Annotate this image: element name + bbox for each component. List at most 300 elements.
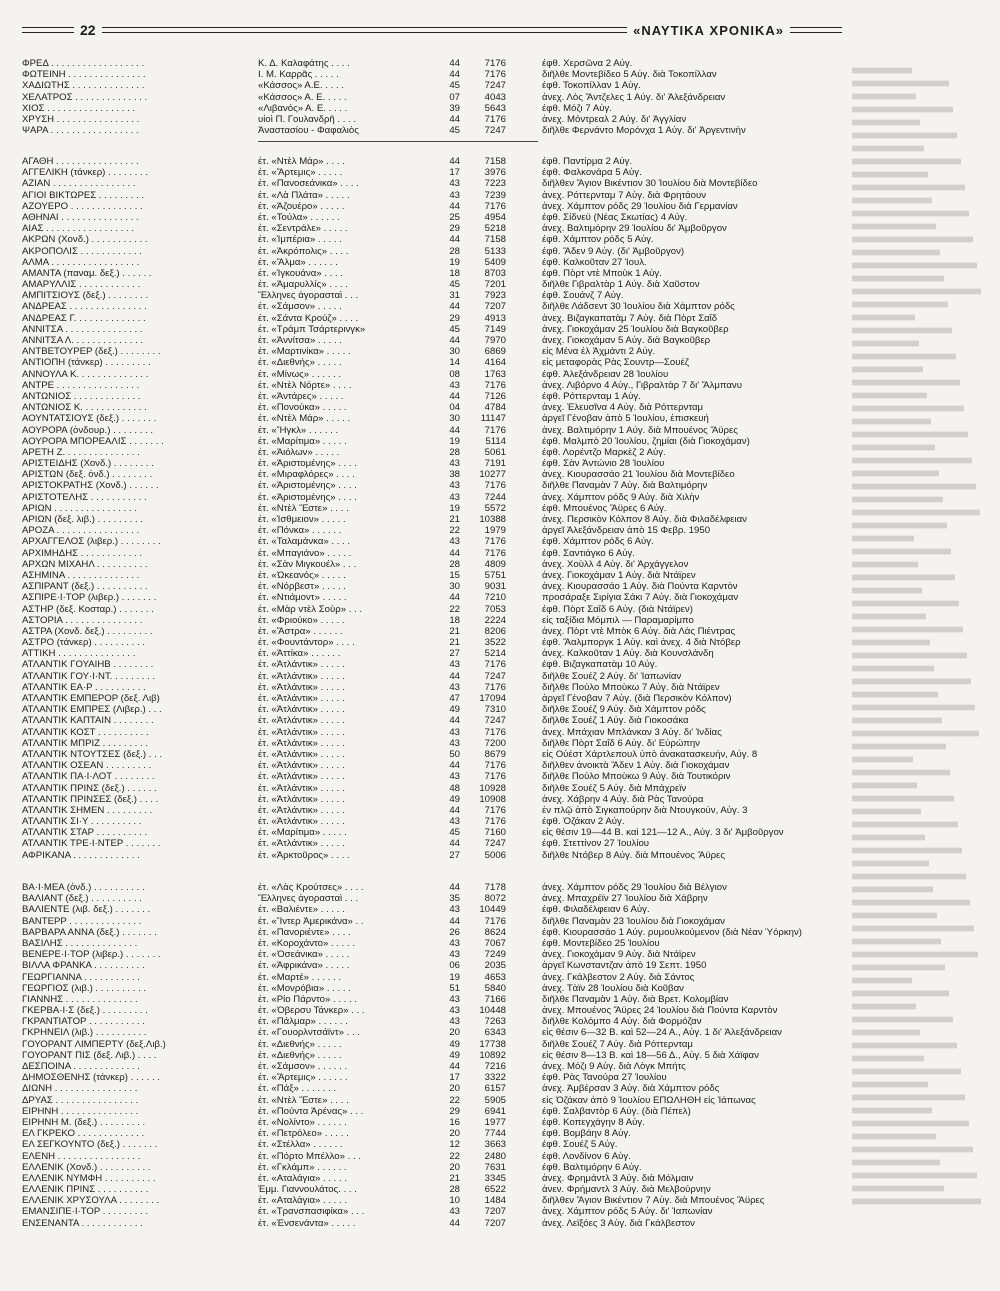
- bleed-through-line: [852, 1082, 928, 1088]
- ship-row: [22, 972, 852, 983]
- agent: ἐτ. «Ἀντάρες» . . . . .: [258, 390, 344, 402]
- voyage-remark: ἀνεχ. Μπαχρέϊν 27 Ἰουλίου διὰ Χάβρην: [542, 893, 708, 905]
- ship-name: ΑΤΛΑΝΤΙΚ ΝΤΟΥΤΣΕΣ (δεξ.) . . .: [22, 748, 163, 760]
- agent: ἐτ. «Ἰσθμειον» . . . . .: [258, 514, 346, 525]
- build-year: 43: [449, 379, 460, 391]
- voyage-remark: εἰς θέσιν 19—44 Β. καὶ 121—12 Α., Αὐγ. 3 δι' Ἀμβοῦργον: [542, 827, 784, 839]
- voyage-remark: ἀνεχ. Πὸρτ ντὲ Μπὸκ 6 Αὐγ. διὰ Λὰς Πιέντρας: [542, 625, 736, 637]
- tonnage: 17738: [479, 1038, 506, 1050]
- agent: ἐτ. «Μαρτέ» . . . . . .: [258, 971, 341, 983]
- tonnage: 5061: [484, 446, 506, 458]
- voyage-remark: διῆλθε Σουέζ 7 Αὐγ. διὰ Ρόττερνταμ: [542, 1038, 693, 1050]
- agent: ἐτ. «Ἀτλάντικ» . . . . .: [258, 782, 345, 794]
- agent: ἐτ. «Ταλαμάνκα» . . . .: [258, 536, 351, 548]
- ship-name: ΔΙΩΝΗ . . . . . . . . . . . . . . . .: [22, 1083, 138, 1095]
- bleed-through-line: [852, 523, 947, 529]
- agent: ἐτ. «Μιραφλόρες» . . . .: [258, 469, 355, 481]
- build-year: 19: [449, 971, 460, 983]
- agent: ἐτ. «Ἀτλάντικ» . . . . .: [258, 760, 345, 772]
- ship-name: ΑΤΛΑΝΤΙΚ ΚΑΠΤΑΙΝ . . . . . . . .: [22, 715, 154, 727]
- ship-name: ΑΤΛΑΝΤΙΚ ΠΡΙΝΣΕΣ (δεξ.) . . . .: [22, 793, 159, 805]
- ship-name: ΑΦΡΙΚΑΝΑ . . . . . . . . . . . . .: [22, 849, 140, 861]
- build-year: 45: [449, 80, 460, 92]
- build-year: 45: [449, 827, 460, 839]
- build-year: 43: [449, 737, 460, 749]
- tonnage: 7247: [484, 125, 506, 137]
- build-year: 29: [449, 312, 460, 324]
- tonnage: 7067: [484, 937, 506, 949]
- ship-row: [22, 1162, 852, 1173]
- bleed-through-line: [852, 172, 928, 178]
- voyage-remark: διῆλθε Πὸρτ Σαΐδ 6 Αὐγ. δι' Εὐρώπην: [542, 737, 700, 749]
- ship-row: [22, 838, 852, 849]
- ship-name: ΑΤΛΑΝΤΙΚ ΠΡΙΝΣ (δεξ.) . . . . . .: [22, 782, 157, 794]
- agent: ἐτ. «Τρανσπασιφίκα» . . .: [258, 1206, 365, 1218]
- ship-row: [22, 492, 852, 503]
- build-year: 21: [449, 1172, 460, 1184]
- tonnage: 7166: [484, 993, 506, 1005]
- ship-row: [22, 615, 852, 626]
- agent: ἐτ. «Σάμσον» . . . . . .: [258, 1061, 348, 1072]
- build-year: 26: [449, 926, 460, 938]
- ship-name: ΑΝΔΡΕΑΣ . . . . . . . . . . . . . . .: [22, 301, 147, 313]
- build-year: 43: [449, 178, 460, 190]
- voyage-remark: έφθ. Ἀλεξάνδρειαν 28 Ἰουλίου: [542, 368, 669, 380]
- ship-name: ΑΖΙΑΝ . . . . . . . . . . . . . . . .: [22, 178, 136, 190]
- build-year: 29: [449, 1105, 460, 1117]
- ship-row: [22, 626, 852, 637]
- bleed-through-line: [852, 549, 951, 555]
- agent: ἐτ. «Πανοσεάνικα» . . . .: [258, 178, 359, 190]
- agent: ἐτ. «Πόνκα» . . . . . .: [258, 525, 342, 537]
- tonnage: 7176: [484, 816, 506, 828]
- agent: «Λιβανός» Α. Ε. . . . .: [258, 102, 348, 114]
- tonnage: 7191: [484, 458, 506, 470]
- voyage-remark: έφθ. Ρὰς Τανούρα 27 Ἰουλίου: [542, 1072, 667, 1084]
- voyage-remark: ἀνεχ. Μόντρεαλ 2 Αὐγ. δι' Ἀγγλίαν: [542, 113, 687, 125]
- tonnage: 7247: [484, 670, 506, 682]
- build-year: 17: [449, 1072, 460, 1084]
- build-year: 27: [449, 849, 460, 861]
- tonnage: 5572: [484, 502, 506, 514]
- bleed-through-line: [852, 536, 914, 542]
- build-year: 20: [449, 1083, 460, 1095]
- ship-row: [22, 514, 852, 525]
- agent: ἐτ. «Τούλα» . . . . . .: [258, 211, 340, 223]
- ship-row: [22, 167, 852, 178]
- bleed-through-line: [852, 874, 966, 880]
- agent: ἐτ. «Ἀτλάντικ» . . . . .: [258, 659, 345, 671]
- ship-name: ΑΡΙΣΤΟΚΡΑΤΗΣ (Χονδ.) . . . . . .: [22, 480, 159, 492]
- agent: «Κάσσος» Α.Ε. . . . .: [258, 80, 344, 92]
- build-year: 43: [449, 904, 460, 916]
- ship-row: [22, 1139, 852, 1150]
- bleed-through-line: [852, 1108, 932, 1114]
- agent: ἐτ. «Ὁβερσυ Τάνκερ» . . .: [258, 1005, 365, 1017]
- voyage-remark: ἀνεχ. Χάβρην 4 Αὐγ. διὰ Ρὰς Τανούρα: [542, 793, 704, 805]
- build-year: 44: [449, 390, 460, 402]
- bleed-through-line: [852, 211, 969, 217]
- agent: ἐτ. «Αταλάγια» . . . . .: [258, 1195, 347, 1207]
- build-year: 43: [449, 681, 460, 693]
- build-year: 44: [449, 234, 460, 246]
- voyage-remark: έφθ. Κιουρασσάο 1 Αὐγ. ρυμουλκούμενον (διὰ Νέαν Ὑόρκην): [542, 926, 803, 938]
- agent: ἐτ. «Ἀτλάντικ» . . . . .: [258, 816, 345, 828]
- bleed-through-line: [852, 666, 934, 672]
- voyage-remark: εἰς ταξίδια Μόμπιλ — Παραμαρίμπο: [542, 614, 694, 626]
- voyage-remark: έφθ. Ὀζάκαν 2 Αὐγ.: [542, 816, 625, 828]
- voyage-remark: ἀργεῖ Γένοβαν 7 Αὐγ. (διὰ Περσικὸν Κόλπον): [542, 693, 732, 704]
- agent: ἐτ. «Ἀτλάντικ» . . . . .: [258, 804, 345, 816]
- build-year: 30: [449, 413, 460, 425]
- agent: ἐτ. «Πάξ» . . . . . . .: [258, 1083, 337, 1095]
- bleed-through-line: [852, 276, 944, 282]
- ship-name: ΓΙΑΝΝΗΣ . . . . . . . . . . . . . .: [22, 993, 138, 1005]
- tonnage: 7176: [484, 771, 506, 783]
- voyage-remark: ἐν πλῷ ἀπὸ Σιγκαπούρην διὰ Ντουγκούν, Αὐγ. 3: [542, 804, 748, 816]
- build-year: 22: [449, 1150, 460, 1162]
- ship-name: ΨΑΡΑ . . . . . . . . . . . . . . . . .: [22, 125, 139, 137]
- ship-name: ΑΣΤΡΑ (Χονδ. δεξ.) . . . . . . . . .: [22, 625, 153, 637]
- voyage-remark: έφθ. Χάμπτον ρόδς 6 Αὐγ.: [542, 536, 654, 548]
- ship-name: ΑΟΥΡΟΡΑ (ὁνδουρ.) . . . . . . . .: [22, 424, 154, 436]
- agent: ἐτ. «Ἀτλάντικ» . . . . .: [258, 715, 345, 727]
- agent: ἐτ. «Ἀριστομένης» . . . .: [258, 491, 357, 503]
- ship-section-x-psi: [22, 58, 852, 136]
- ship-row: [22, 178, 852, 189]
- agent: ἐτ. «Μαρίτιμα» . . . . .: [258, 827, 347, 839]
- build-year: 08: [449, 368, 460, 380]
- ship-row: [22, 1206, 852, 1217]
- ship-row: [22, 1072, 852, 1083]
- voyage-remark: ἀνεχ. Γιοκοχάμαν 1 Αὐγ. διὰ Ντάϊρεν: [542, 569, 696, 581]
- agent: ἐτ. «Ἐνσενάντα» . . . . .: [258, 1217, 356, 1229]
- bleed-through-line: [852, 107, 953, 113]
- build-year: 20: [449, 1161, 460, 1173]
- voyage-remark: διῆλθε Πούλο Μποὺκω 9 Αὐγ. διὰ Τουτικόριν: [542, 771, 731, 783]
- ship-row: [22, 1151, 852, 1162]
- ship-row: [22, 715, 852, 726]
- ship-row: [22, 234, 852, 245]
- bleed-through-line: [852, 887, 933, 893]
- bleed-through-line: [852, 796, 954, 802]
- build-year: 44: [449, 58, 460, 69]
- voyage-remark: ἀργεῖ Γένοβαν ἀπὸ 5 Ἰουλίου, ἐπισκευή: [542, 413, 709, 425]
- build-year: 29: [449, 223, 460, 235]
- voyage-remark: ἀνεν. Φρήμαντλ 3 Αὐγ. διὰ Μελβούρνην: [542, 1184, 711, 1196]
- build-year: 43: [449, 726, 460, 738]
- ship-row: [22, 212, 852, 223]
- ship-row: [22, 927, 852, 938]
- ship-name: ΕΛΛΕΝΙΚ (Χονδ.) . . . . . . . . . .: [22, 1161, 151, 1173]
- tonnage: 7176: [484, 804, 506, 816]
- tonnage: 2224: [484, 614, 506, 626]
- tonnage: 11147: [480, 413, 506, 425]
- bleed-through-line: [852, 705, 975, 711]
- bleed-through-line: [852, 692, 938, 698]
- ship-row: [22, 983, 852, 994]
- build-year: 43: [449, 536, 460, 548]
- ship-name: ΒΑΝΤΕΡΡ . . . . . . . . . . . . . .: [22, 915, 142, 927]
- build-year: 44: [449, 804, 460, 816]
- ship-name: ΓΟΥΟΡΑΝΤ ΛΙΜΠΕΡΤΥ (δεξ.Λιβ.): [22, 1038, 166, 1050]
- voyage-remark: έφθ. Σουάνζ 7 Αὐγ.: [542, 290, 624, 302]
- ship-row: [22, 581, 852, 592]
- ship-row: [22, 916, 852, 927]
- ship-row: [22, 380, 852, 391]
- ship-name: ΒΑΣΙΛΗΣ . . . . . . . . . . . . . .: [22, 937, 138, 949]
- ship-name: ΕΛ ΓΚΡΕΚΟ . . . . . . . . . . . . .: [22, 1128, 145, 1140]
- bleed-through-line: [852, 1186, 944, 1192]
- tonnage: 7053: [484, 603, 506, 615]
- voyage-remark: εἰς θέσιν 8—13 Β. καὶ 18—56 Δ., Αὐγ. 5 διὰ Χάϊφαν: [542, 1049, 759, 1061]
- bleed-through-line: [852, 1030, 920, 1036]
- ship-row: [22, 156, 852, 167]
- voyage-remark: ἀνεχ. Γιοκοχάμαν 5 Αὐγ. διὰ Βαγκοῦβερ: [542, 335, 711, 346]
- voyage-remark: ἀνεχ. Βαλτιμόρην 1 Αὐγ. διὰ Μπουένος Ἄϋρες: [542, 424, 738, 436]
- ship-name: ΑΛΜΑ . . . . . . . . . . . . . . . . .: [22, 256, 140, 268]
- agent: Ἕλληνες ἀγορασταὶ . . .: [258, 893, 359, 905]
- ship-row: [22, 749, 852, 760]
- voyage-remark: ἀνεχ. Μόζι 9 Αὐγ. διὰ Λὸγκ Μπήτς: [542, 1061, 686, 1072]
- tonnage: 1977: [484, 1116, 506, 1128]
- build-year: 22: [449, 525, 460, 537]
- build-year: 44: [449, 670, 460, 682]
- agent: ἐτ. «Ὀσεάνικα» . . . . .: [258, 949, 350, 961]
- agent: ἐτ. «Πόρτο Μπέλλο» . . .: [258, 1150, 361, 1162]
- bleed-through-line: [852, 965, 945, 971]
- voyage-remark: διῆλθε Παναμὰν 23 Ἰουλίου διὰ Γιοκοχάμαν: [542, 915, 725, 927]
- voyage-remark: διῆλθε Μοντεβίδεο 5 Αὐγ. διὰ Τοκοπίλλαν: [542, 69, 717, 81]
- tonnage: 7176: [484, 58, 506, 69]
- ship-name: ΒΑΛΙΕΝΤΕ (λιβ. δεξ.) . . . . . . .: [22, 904, 151, 916]
- agent: ἐτ. «Ντιάμοντ» . . . . .: [258, 592, 347, 604]
- ship-name: ΑΣΠΙΡΑΝΤ (δεξ.) . . . . . . . . . .: [22, 581, 148, 593]
- ship-name: ΕΛΛΕΝΙΚ ΝΥΜΦΗ . . . . . . . . . .: [22, 1172, 156, 1184]
- voyage-remark: ἀνεχ. Χάμπτον ρόδς 9 Αὐγ. διὰ Χιλὴν: [542, 491, 700, 503]
- agent: ἐτ. «Νολίντο» . . . . . .: [258, 1116, 347, 1128]
- bleed-through-line: [852, 328, 952, 334]
- ship-row: [22, 559, 852, 570]
- ship-name: ΒΑ·Ι·ΜΕΑ (ὀνδ.) . . . . . . . . . .: [22, 882, 145, 893]
- tonnage: 7247: [484, 715, 506, 727]
- tonnage: 7239: [484, 189, 506, 201]
- agent: ἐτ. «Ἀτλάντικ» . . . . .: [258, 693, 345, 704]
- voyage-remark: έφθ. Χάμπτον ρόδς 5 Αὐγ.: [542, 234, 654, 246]
- agent: ἐτ. «Ἀτλάντικ» . . . . .: [258, 771, 345, 783]
- ship-name: ΑΣΤΡΟ (τάνκερ) . . . . . . . . . .: [22, 637, 145, 649]
- ship-row: [22, 223, 852, 234]
- ship-name: ΑΝΝΟΥΛΑ Κ. . . . . . . . . . . . . .: [22, 368, 149, 380]
- ship-name: ΕΛ ΣΕΓΚΟΥΝΤΟ (δεξ.) . . . . . . .: [22, 1139, 158, 1151]
- ship-row: [22, 69, 852, 80]
- bleed-through-line: [852, 406, 964, 412]
- bleed-through-column: [852, 64, 992, 1224]
- build-year: 16: [449, 1116, 460, 1128]
- bleed-through-line: [852, 835, 925, 841]
- build-year: 44: [449, 592, 460, 604]
- tonnage: 7923: [484, 290, 506, 302]
- ship-row: [22, 80, 852, 91]
- agent: ἐτ. «Στέλλα» . . . . . .: [258, 1139, 343, 1151]
- build-year: 21: [449, 514, 460, 525]
- voyage-remark: διῆλθε Κολόμπο 4 Αὐγ. διὰ Φορμόζαν: [542, 1016, 702, 1028]
- ship-row: [22, 938, 852, 949]
- bleed-through-line: [852, 81, 949, 87]
- build-year: 28: [449, 446, 460, 458]
- bleed-through-line: [852, 1017, 953, 1023]
- voyage-remark: έφθ. Ρόττερνταμ 1 Αὐγ.: [542, 390, 641, 402]
- build-year: 44: [449, 69, 460, 81]
- tonnage: 4784: [484, 402, 506, 414]
- ship-name: ΑΡΧΙΜΗΔΗΣ . . . . . . . . . . . .: [22, 547, 143, 559]
- build-year: 22: [449, 603, 460, 615]
- build-year: 47: [449, 693, 460, 704]
- ship-row: [22, 335, 852, 346]
- ship-name: ΑΤΛΑΝΤΙΚ ΚΟΣΤ . . . . . . . . . .: [22, 726, 149, 738]
- tonnage: 7126: [484, 390, 506, 402]
- agent: ἐτ. «Φουντάντορ» . . . .: [258, 637, 355, 649]
- tonnage: 7176: [484, 659, 506, 671]
- ship-name: ΑΝΤΡΕ . . . . . . . . . . . . . . . .: [22, 379, 140, 391]
- bleed-through-line: [852, 1056, 924, 1062]
- build-year: 45: [449, 279, 460, 291]
- tonnage: 7223: [484, 178, 506, 190]
- ship-row: [22, 290, 852, 301]
- ship-name: ΑΝΤΙΟΠΗ (τάνκερ) . . . . . . . . .: [22, 357, 151, 369]
- ship-name: ΑΓΙΟΙ ΒΙΚΤΩΡΕΣ . . . . . . . . .: [22, 189, 145, 201]
- ship-row: [22, 313, 852, 324]
- ship-name: ΑΣΤΗΡ (δεξ. Κοσταρ.) . . . . . . .: [22, 603, 154, 615]
- bleed-through-line: [852, 315, 915, 321]
- ship-row: [22, 604, 852, 615]
- bleed-through-line: [852, 679, 971, 685]
- tonnage: 7176: [484, 726, 506, 738]
- ship-name: ΑΡΙΣΤΟΤΕΛΗΣ . . . . . . . . . . .: [22, 491, 147, 503]
- agent: ἐτ. «Ὠκεανός» . . . . .: [258, 569, 346, 581]
- build-year: 43: [449, 480, 460, 492]
- build-year: 43: [449, 771, 460, 783]
- ship-row: [22, 301, 852, 312]
- ship-row: [22, 882, 852, 893]
- ship-name: ΑΤΛΑΝΤΙΚ ΕΑ·Ρ . . . . . . . . . .: [22, 681, 146, 693]
- agent: ἐτ. «Διεθνής» . . . . .: [258, 357, 342, 369]
- ship-name: ΑΝΤΒΕΤΟΥΡΕΡ (δεξ.) . . . . . . . .: [22, 346, 161, 358]
- build-year: 44: [449, 301, 460, 313]
- ship-name: ΑΚΡΟΠΟΛΙΣ . . . . . . . . . . . .: [22, 245, 142, 257]
- ship-name: ΔΗΜΟΣΘΕΝΗΣ (τάνκερ) . . . . . .: [22, 1072, 160, 1084]
- build-year: 22: [449, 1094, 460, 1106]
- ship-name: ΑΣΗΜΙΝΑ . . . . . . . . . . . . . .: [22, 569, 140, 581]
- agent: ἐτ. «Ντὲλ Ἔστε» . . . .: [258, 1094, 349, 1106]
- tonnage: 6343: [484, 1027, 506, 1039]
- voyage-remark: διῆλθε Σουέζ 1 Αὐγ. διὰ Γιοκοσάκα: [542, 715, 689, 727]
- agent: ἐτ. «Ἰγκουάνα» . . . .: [258, 267, 343, 279]
- agent: ἐτ. «Μπαγιάνο» . . . . .: [258, 547, 352, 559]
- bleed-through-line: [852, 952, 978, 958]
- bleed-through-line: [852, 237, 973, 243]
- agent: ἐτ. «Μονρόβια» . . . . .: [258, 982, 351, 994]
- voyage-remark: έφθ. Στεττίνον 27 Ἰουλίου: [542, 838, 650, 850]
- agent: ἐτ. «Πανοριέντε» . . . .: [258, 926, 351, 938]
- ship-name: ΒΙΛΛΑ ΦΡΑΝΚΑ . . . . . . . . . .: [22, 960, 145, 972]
- bleed-through-line: [852, 926, 974, 932]
- build-year: 44: [449, 760, 460, 772]
- ship-row: [22, 525, 852, 536]
- voyage-remark: ἀνεχ. Λιβόρνο 4 Αὐγ., Γιβραλτὰρ 7 δι' Ἄλμπανυ: [542, 379, 742, 391]
- agent: ἐτ. «Ντὲλ Μάρ» . . . . .: [258, 413, 351, 425]
- voyage-remark: ἀνεχ. Φρημάντλ 3 Αὐγ. διὰ Μόλμαιν: [542, 1172, 694, 1184]
- tonnage: 4913: [484, 312, 506, 324]
- agent: ἐτ. «Ἀτλάντικ» . . . . .: [258, 704, 345, 716]
- build-year: 28: [449, 1184, 460, 1196]
- voyage-remark: ἀνεχ. Γκάλβεστον 2 Αὐγ. διὰ Σάντος: [542, 971, 695, 983]
- ship-row: [22, 949, 852, 960]
- build-year: 44: [449, 156, 460, 167]
- bleed-through-line: [852, 731, 979, 737]
- ship-name: ΔΡΥΑΣ . . . . . . . . . . . . . . . .: [22, 1094, 139, 1106]
- ship-row: [22, 659, 852, 670]
- ship-name: ΑΝΤΩΝΙΟΣ . . . . . . . . . . . . .: [22, 390, 141, 402]
- ship-name: ΓΟΥΟΡΑΝΤ ΠΙΣ (δεξ. Λιβ.) . . . .: [22, 1049, 157, 1061]
- agent: ἐτ. «Ἀτλάντικ» . . . . .: [258, 748, 345, 760]
- build-year: 10: [449, 1195, 460, 1207]
- voyage-remark: ἀνεχ. Μπουένος Ἄϋρες 24 Ἰουλίου διὰ Πούντα Καρντὸν: [542, 1005, 778, 1017]
- ship-name: ΧΕΛΑΤΡΟΣ . . . . . . . . . . . . . .: [22, 91, 148, 103]
- bleed-through-line: [852, 640, 930, 646]
- build-year: 25: [449, 211, 460, 223]
- tonnage: 10388: [479, 514, 506, 525]
- tonnage: 1484: [484, 1195, 506, 1207]
- agent: ἐτ. «Σεντράλε» . . . . .: [258, 223, 348, 235]
- ship-row: [22, 904, 852, 915]
- bleed-through-line: [852, 1121, 969, 1127]
- tonnage: 7158: [484, 156, 506, 167]
- tonnage: 7207: [484, 1217, 506, 1229]
- agent: ἐτ. «Ἀτλάντικ» . . . . .: [258, 670, 345, 682]
- ship-name: ΕΙΡΗΝΗ . . . . . . . . . . . . . . .: [22, 1105, 139, 1117]
- agent: ἐτ. «Αταλάγια» . . . . .: [258, 1172, 347, 1184]
- agent: ἐτ. «Ρίο Πάρντο» . . . . .: [258, 993, 357, 1005]
- voyage-remark: έφθ. Λορέντζο Μαρκὲζ 2 Αὐγ.: [542, 446, 666, 458]
- voyage-remark: έφθ. Βιζαγκαπατὰμ 10 Αὐγ.: [542, 659, 658, 671]
- build-year: 44: [449, 547, 460, 559]
- agent: ἐτ. «Μὰρ ντὲλ Σοὺρ» . . .: [258, 603, 363, 615]
- tonnage: 10449: [479, 904, 506, 916]
- tonnage: 7244: [484, 491, 506, 503]
- agent: ἐτ. «Ἀτλάντικ» . . . . .: [258, 726, 345, 738]
- ship-row: [22, 1005, 852, 1016]
- tonnage: 9031: [484, 581, 506, 593]
- ship-row: [22, 693, 852, 704]
- agent: ἐτ. «Φριούκο» . . . . .: [258, 614, 345, 626]
- ship-row: [22, 1039, 852, 1050]
- build-year: 45: [449, 323, 460, 335]
- agent: ἐτ. «Λὰς Κρούτσες» . . . .: [258, 882, 364, 893]
- tonnage: 10277: [479, 469, 506, 481]
- build-year: 44: [449, 200, 460, 212]
- voyage-remark: έφθ. Σουέζ 5 Αὐγ.: [542, 1139, 618, 1151]
- bleed-through-line: [852, 1069, 961, 1075]
- tonnage: 3322: [484, 1072, 506, 1084]
- ship-row: [22, 92, 852, 103]
- tonnage: 10448: [479, 1005, 506, 1017]
- voyage-remark: διῆλθεν ἀνοικτὰ Ἄδεν 1 Αὐγ. διὰ Γιοκοχάμαν: [542, 760, 730, 772]
- agent: ἐτ. «Ἀριστομένης» . . . .: [258, 458, 357, 470]
- build-year: 06: [449, 960, 460, 972]
- agent: ἐτ. «Σὰν Μιγκουέλ» . . .: [258, 558, 357, 570]
- build-year: 20: [449, 1027, 460, 1039]
